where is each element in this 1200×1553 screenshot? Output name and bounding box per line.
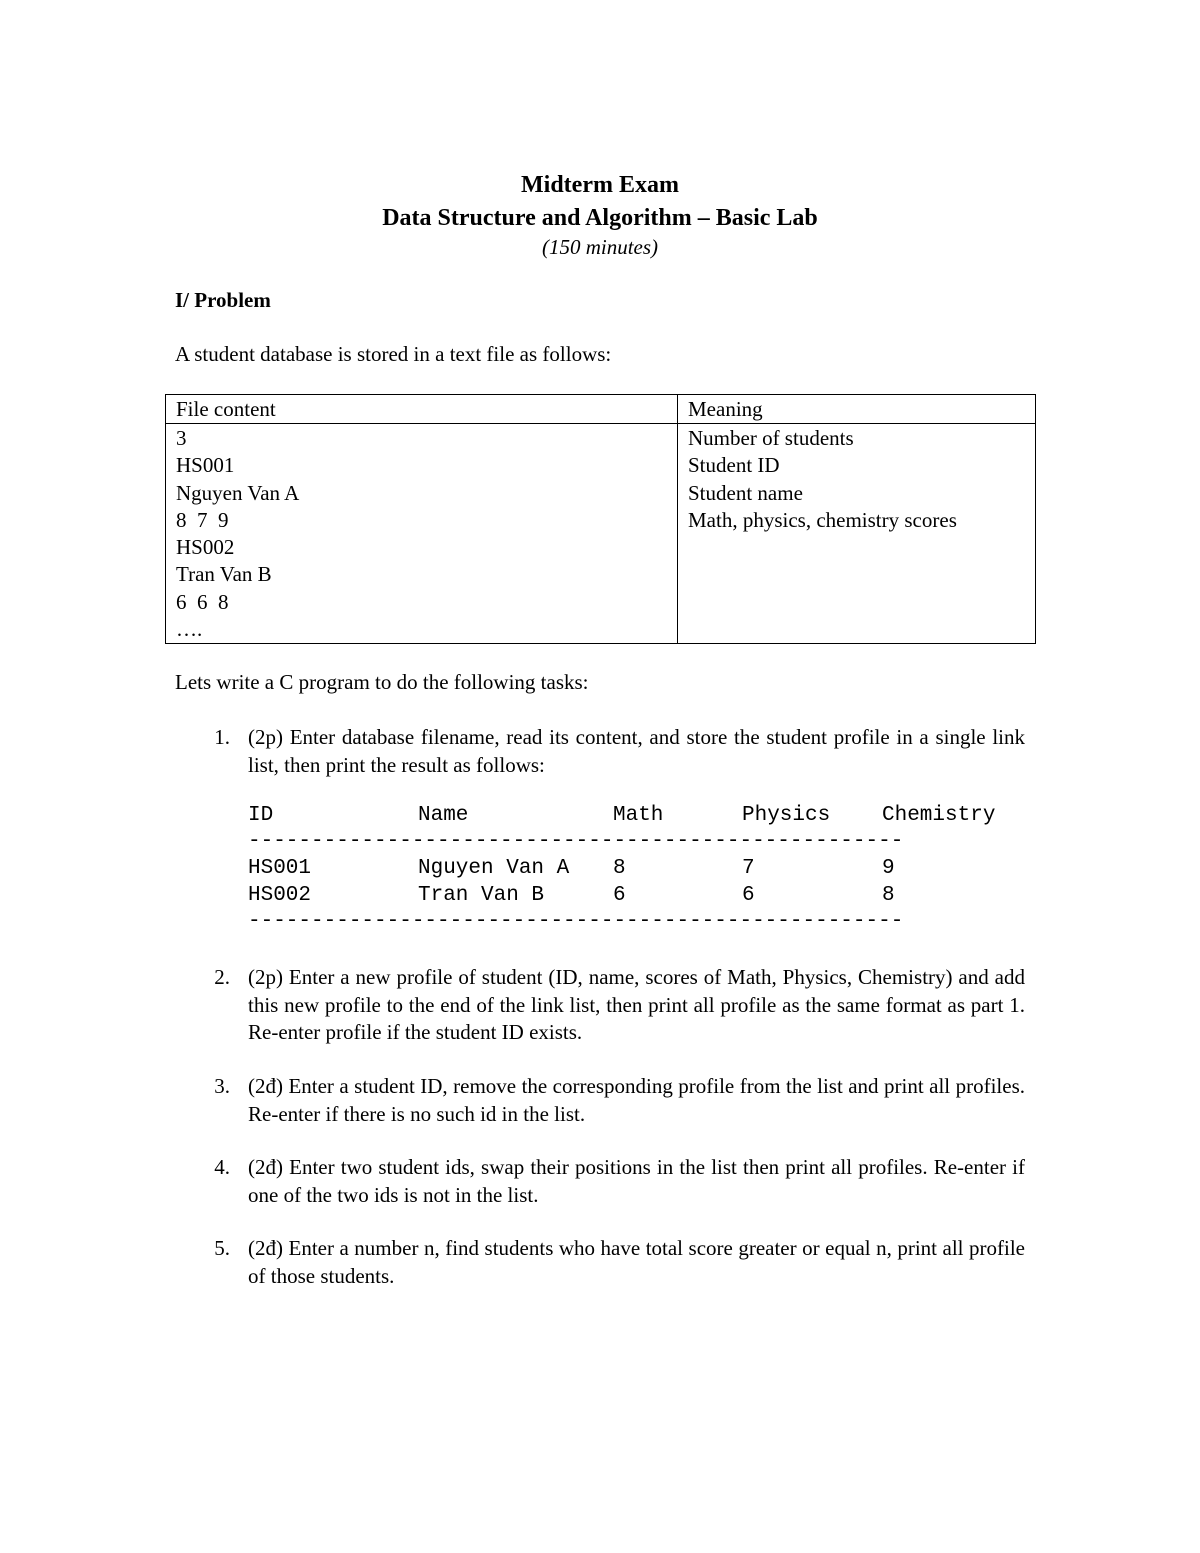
task-item bbox=[210, 724, 1025, 779]
meaning-line: Number of students bbox=[688, 426, 854, 450]
output-header-name: Name bbox=[418, 804, 469, 827]
task-item bbox=[210, 1154, 1025, 1209]
output-cell-physics: 6 bbox=[742, 884, 755, 907]
output-cell-chemistry: 8 bbox=[882, 884, 895, 907]
task-text: (2p) Enter a new profile of student (ID, name, scores of Math, Physics, Chemistry) and add this new profile to the end of the link list, then print all profile as the same format as part 1. Re-enter profile if the student ID exists. bbox=[248, 965, 1025, 1044]
section-heading: I/ Problem bbox=[175, 288, 271, 312]
file-format-table bbox=[165, 394, 1036, 644]
task-text: (2đ) Enter two student ids, swap their positions in the list then print all profiles. Re-enter if one of the two ids is not in the list. bbox=[248, 1155, 1025, 1207]
meaning-line: Student name bbox=[688, 480, 803, 505]
content-line: Tran Van B bbox=[176, 562, 272, 587]
output-header-chemistry: Chemistry bbox=[882, 804, 996, 827]
content-line: HS002 bbox=[176, 535, 235, 560]
task-text: (2p) Enter database filename, read its content, and store the student profile in a single link list, then print the result as follows: bbox=[248, 725, 1025, 777]
task-number: 3. bbox=[214, 1074, 230, 1098]
header-meaning: Meaning bbox=[678, 395, 1036, 424]
output-separator-top: ---------------------------------------------------- bbox=[248, 832, 904, 852]
content-line: Nguyen Van A bbox=[176, 480, 300, 505]
task-number: 4. bbox=[214, 1155, 230, 1179]
output-cell-id: HS001 bbox=[248, 857, 312, 880]
output-cell-id: HS002 bbox=[248, 884, 312, 907]
content-line: 8 7 9 bbox=[176, 507, 229, 532]
header-file-content: File content bbox=[166, 395, 678, 424]
output-header-physics: Physics bbox=[742, 804, 831, 827]
output-cell-math: 8 bbox=[613, 857, 626, 880]
table-row bbox=[166, 424, 1036, 644]
meaning-cell bbox=[678, 424, 1036, 644]
problem-intro: A student database is stored in a text file as follows: bbox=[175, 342, 612, 366]
meaning-line: Student ID bbox=[688, 453, 780, 478]
content-line: 3 bbox=[176, 426, 187, 450]
output-cell-name: Tran Van B bbox=[418, 884, 545, 907]
content-line: …. bbox=[176, 617, 203, 642]
task-number: 2. bbox=[214, 965, 230, 989]
output-cell-physics: 7 bbox=[742, 857, 755, 880]
output-cell-chemistry: 9 bbox=[882, 857, 895, 880]
exam-duration: (150 minutes) bbox=[541, 235, 659, 259]
exam-title: Midterm Exam bbox=[521, 172, 679, 198]
output-cell-name: Nguyen Van A bbox=[418, 857, 570, 880]
meaning-line: Math, physics, chemistry scores bbox=[688, 507, 957, 532]
output-header-id: ID bbox=[248, 804, 274, 827]
task-item bbox=[210, 1235, 1025, 1290]
task-item bbox=[210, 964, 1025, 1047]
task-text: (2đ) Enter a number n, find students who have total score greater or equal n, print all profile of those students. bbox=[248, 1236, 1025, 1288]
file-content-cell bbox=[166, 424, 678, 644]
output-separator-bottom: ---------------------------------------------------- bbox=[248, 912, 904, 932]
output-cell-math: 6 bbox=[613, 884, 626, 907]
task-number: 5. bbox=[214, 1236, 230, 1260]
table-header-row bbox=[166, 395, 1036, 424]
task-number: 1. bbox=[214, 725, 230, 749]
task-text: (2đ) Enter a student ID, remove the corresponding profile from the list and print all profiles. Re-enter if there is no such id in the list. bbox=[248, 1074, 1025, 1126]
output-header-math: Math bbox=[613, 804, 664, 827]
content-line: HS001 bbox=[176, 453, 235, 478]
course-title: Data Structure and Algorithm – Basic Lab bbox=[382, 205, 818, 231]
tasks-intro: Lets write a C program to do the following tasks: bbox=[175, 670, 589, 694]
content-line: 6 6 8 bbox=[176, 589, 229, 614]
task-item bbox=[210, 1073, 1025, 1128]
